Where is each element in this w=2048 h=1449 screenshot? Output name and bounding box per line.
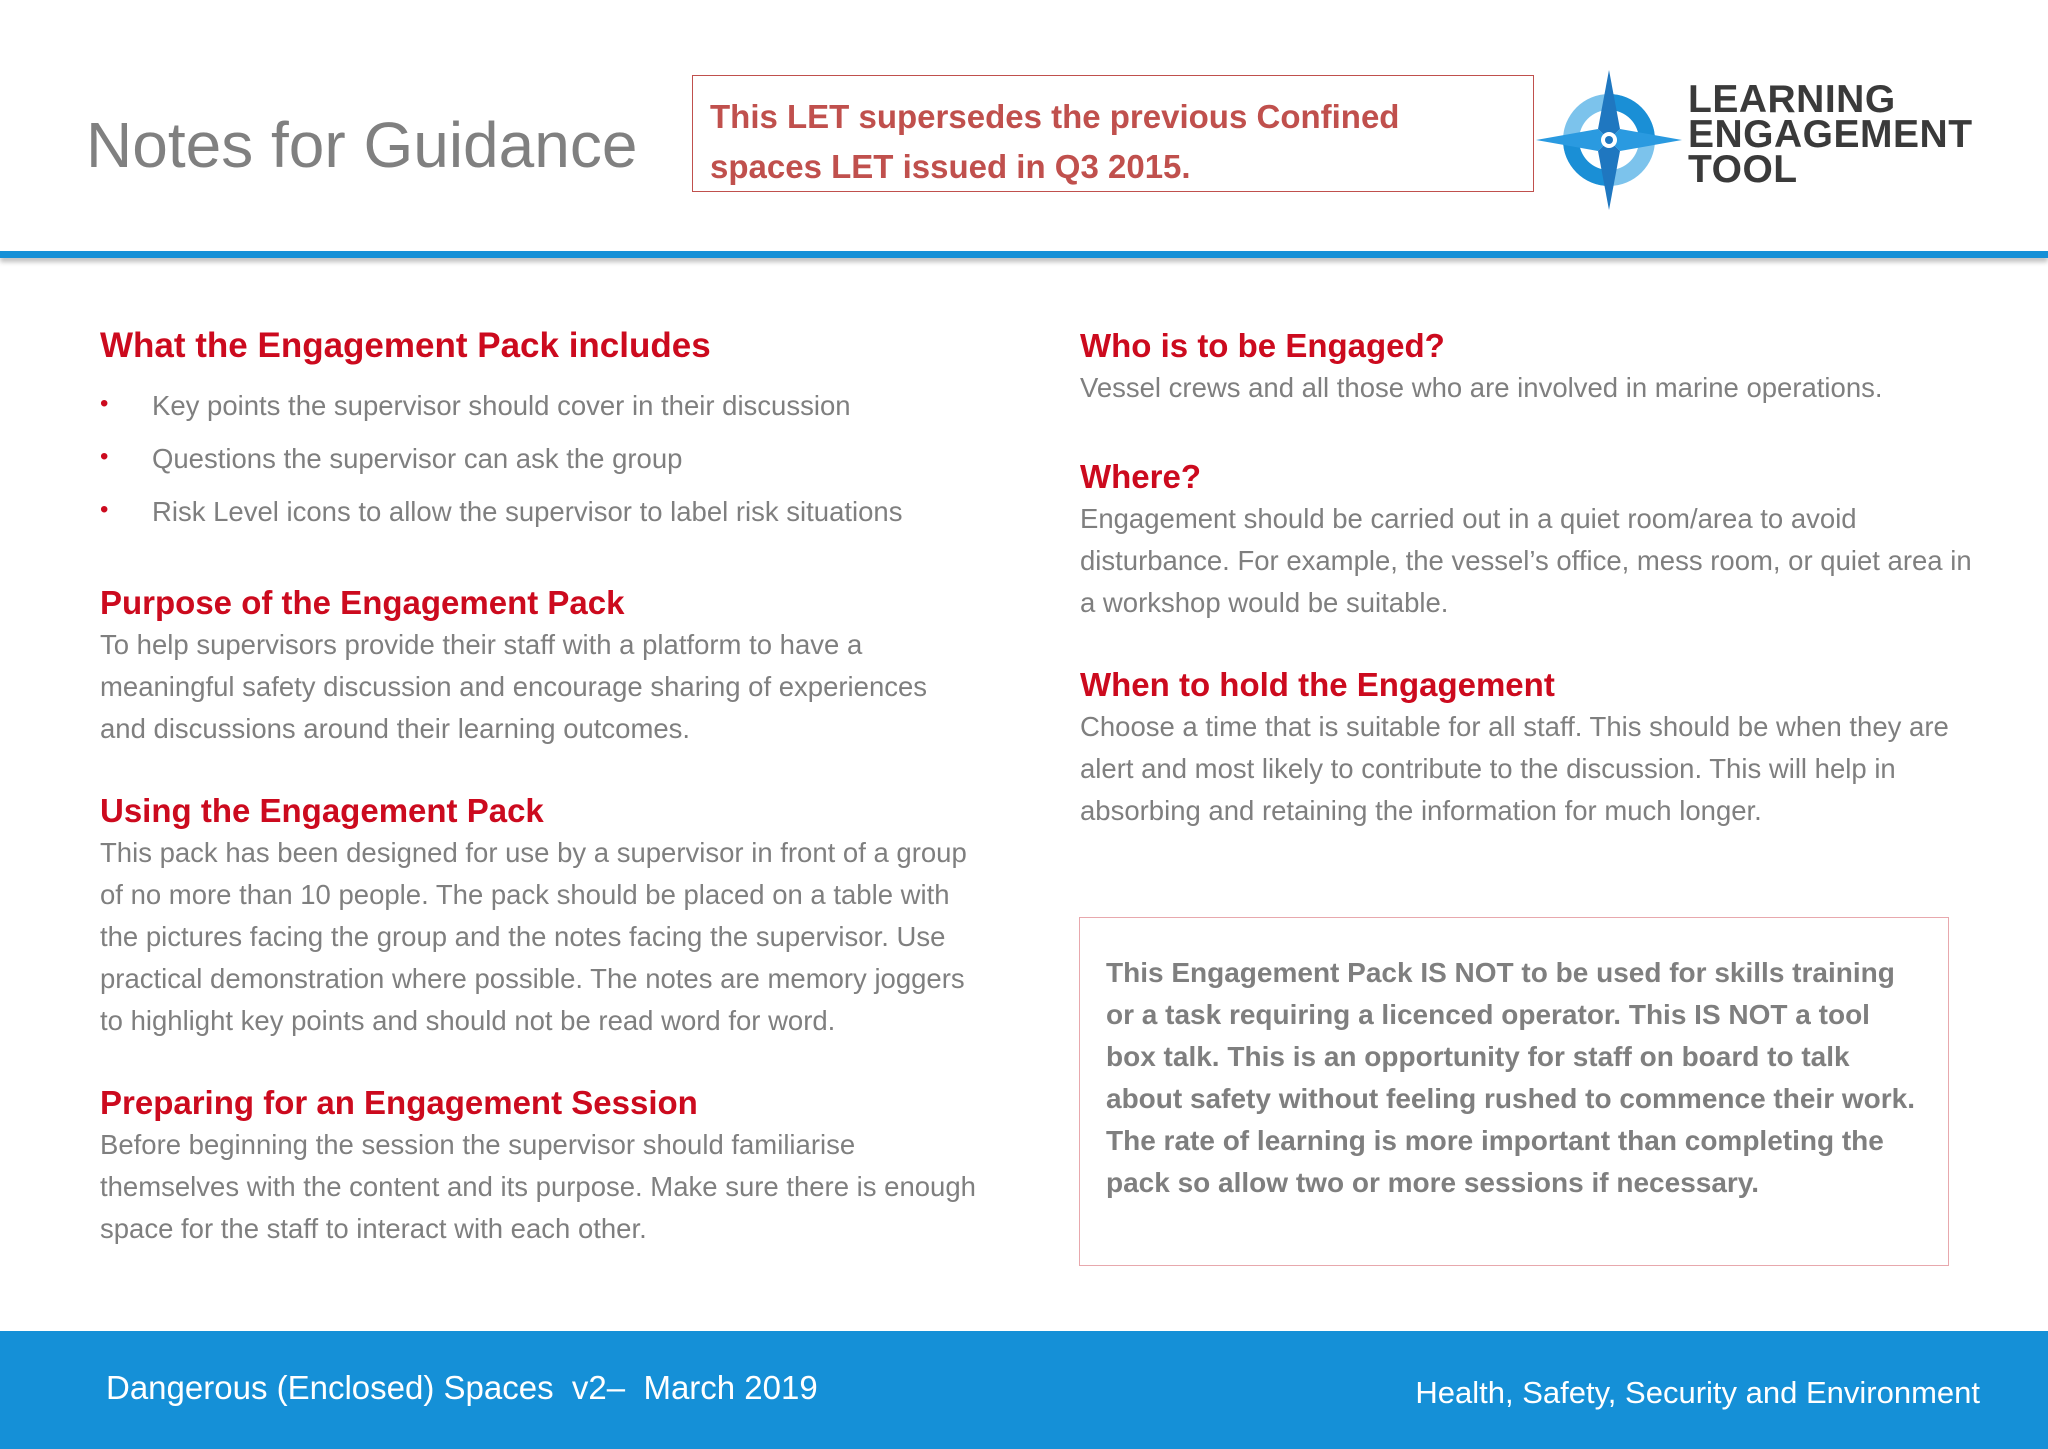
list-item bbox=[100, 485, 980, 538]
logo-line-1: LEARNING bbox=[1688, 78, 1896, 121]
notice-line-1: This LET supersedes the previous Confined bbox=[710, 98, 1400, 135]
not-for-training-warning: This Engagement Pack IS NOT to be used for skills training or a task requiring a licenced operator. This IS NOT a tool box talk. This is an opportunity for staff on board to talk about safety without feeling rushed to commence their work. The rate of learning is more important than completing the pack so allow two or more sessions if necessary. bbox=[1079, 917, 1949, 1266]
logo-wordmark bbox=[1688, 78, 1973, 191]
compass-icon bbox=[1536, 70, 1682, 210]
section-using bbox=[100, 790, 980, 1042]
document-version: Dangerous (Enclosed) Spaces v2– March 2019 bbox=[106, 1369, 818, 1406]
notice-line-2: spaces LET issued in Q3 2015. bbox=[710, 148, 1191, 185]
supersedes-notice bbox=[692, 75, 1534, 192]
section-heading: When to hold the Engagement bbox=[1080, 666, 1555, 703]
section-heading: What the Engagement Pack includes bbox=[100, 326, 711, 365]
learning-engagement-tool-logo bbox=[1536, 70, 1986, 210]
section-body: Engagement should be carried out in a quiet room/area to avoid disturbance. For example, the vessel’s office, mess room, or quiet area in a workshop would be suitable. bbox=[1080, 503, 1972, 618]
list-item-text: Key points the supervisor should cover in their discussion bbox=[152, 390, 851, 421]
page-footer bbox=[0, 1331, 2048, 1449]
includes-list bbox=[100, 379, 980, 538]
section-body: Choose a time that is suitable for all staff. This should be when they are alert and most likely to contribute to the discussion. This will help in absorbing and retaining the information for much longer. bbox=[1080, 711, 1949, 826]
bullet-icon: • bbox=[100, 496, 109, 523]
right-column bbox=[1080, 325, 1980, 832]
list-item bbox=[100, 432, 980, 485]
bullet-icon: • bbox=[100, 390, 109, 417]
section-preparing bbox=[100, 1082, 980, 1250]
section-heading: Where? bbox=[1080, 458, 1202, 495]
section-heading: Preparing for an Engagement Session bbox=[100, 1084, 698, 1121]
list-item bbox=[100, 379, 980, 432]
section-heading: Using the Engagement Pack bbox=[100, 792, 544, 829]
section-heading: Who is to be Engaged? bbox=[1080, 327, 1445, 364]
page-title: Notes for Guidance bbox=[86, 109, 638, 181]
section-pack-includes bbox=[100, 325, 980, 538]
logo-line-2: ENGAGEMENT bbox=[1688, 113, 1973, 156]
list-item-text: Questions the supervisor can ask the group bbox=[152, 443, 683, 474]
section-who bbox=[1080, 325, 1980, 409]
list-item-text: Risk Level icons to allow the supervisor to label risk situations bbox=[152, 496, 903, 527]
department-name: Health, Safety, Security and Environment bbox=[1415, 1375, 1980, 1410]
section-body: Vessel crews and all those who are involved in marine operations. bbox=[1080, 372, 1883, 403]
section-body: To help supervisors provide their staff with a platform to have a meaningful safety discussion and encourage sharing of experiences and discussions around their learning outcomes. bbox=[100, 629, 928, 744]
section-when bbox=[1080, 664, 1980, 832]
section-purpose bbox=[100, 582, 980, 750]
logo-line-3: TOOL bbox=[1688, 148, 1798, 191]
section-heading: Purpose of the Engagement Pack bbox=[100, 584, 625, 621]
header-divider bbox=[0, 251, 2048, 258]
section-body: Before beginning the session the supervisor should familiarise themselves with the content and its purpose. Make sure there is enough space for the staff to interact with each other. bbox=[100, 1129, 976, 1244]
section-where bbox=[1080, 456, 1980, 624]
left-column bbox=[100, 325, 980, 1250]
section-body: This pack has been designed for use by a supervisor in front of a group of no more than 10 people. The pack should be placed on a table with the pictures facing the group and the notes facing the supervisor. Use practical demonstration where possible. The notes are memory joggers to highlight key points and should not be read word for word. bbox=[100, 837, 967, 1036]
page-header bbox=[0, 0, 2048, 252]
bullet-icon: • bbox=[100, 443, 109, 470]
